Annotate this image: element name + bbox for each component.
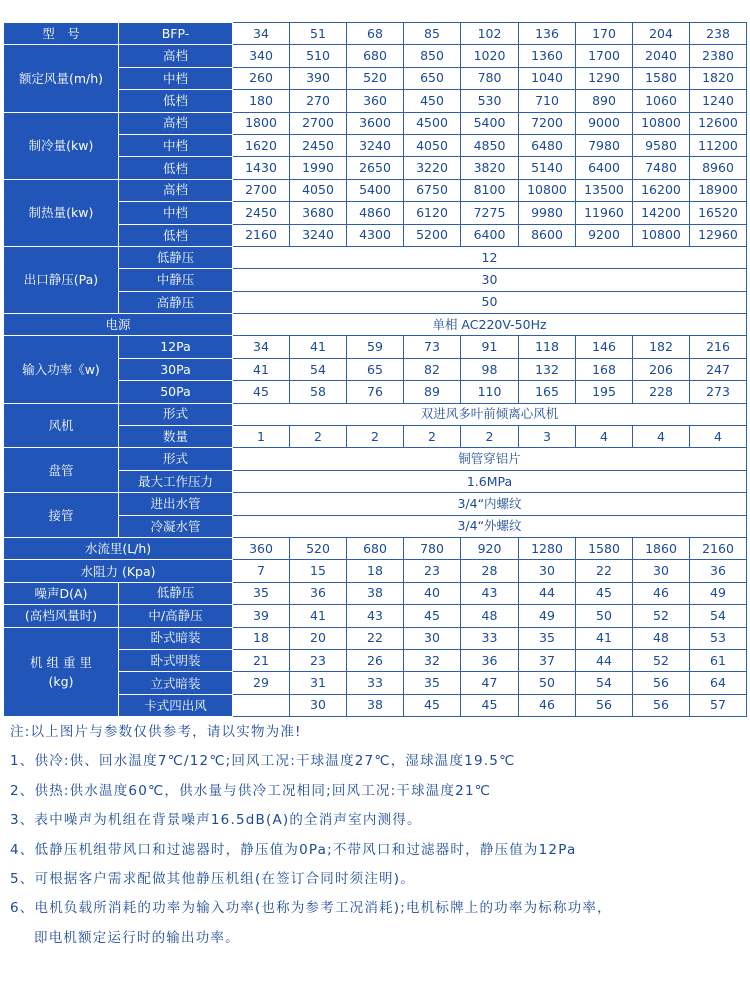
value-cell: 43 <box>461 582 519 604</box>
note-line: 3、表中噪声为机组在背景噪声16.5dB(A)的全消声室内测得。 <box>10 812 422 829</box>
note-line: 6、电机负载所消耗的功率为输入功率(也称为参考工况消耗);电机标牌上的功率为标称功率， <box>10 900 612 917</box>
value-cell: 34 <box>233 336 290 358</box>
header-cell: 制热量(kw) <box>4 179 119 246</box>
table-row <box>4 45 747 67</box>
header-cell: 50Pa <box>119 381 233 403</box>
table-row <box>4 448 747 470</box>
value-cell: 26 <box>347 649 404 671</box>
value-cell: 54 <box>576 672 633 694</box>
value-cell: 247 <box>690 358 747 380</box>
value-cell: 1060 <box>633 90 690 112</box>
header-cell: 冷凝水管 <box>119 515 233 537</box>
value-cell: 1580 <box>633 67 690 89</box>
value-cell: 520 <box>290 537 347 559</box>
value-cell: 1580 <box>576 537 633 559</box>
value-cell: 1620 <box>233 134 290 156</box>
value-cell: 15 <box>290 560 347 582</box>
value-cell: 680 <box>347 45 404 67</box>
value-cell: 6400 <box>576 157 633 179</box>
value-cell: 2700 <box>290 112 347 134</box>
value-cell: 8100 <box>461 179 519 201</box>
value-cell: 11960 <box>576 202 633 224</box>
value-cell: 2450 <box>290 134 347 156</box>
value-cell: 39 <box>233 605 290 627</box>
value-cell: 双进风多叶前倾离心风机 <box>233 403 747 425</box>
value-cell: 165 <box>519 381 576 403</box>
value-cell: 3600 <box>347 112 404 134</box>
value-cell: 8960 <box>690 157 747 179</box>
value-cell: 1280 <box>519 537 576 559</box>
header-cell: BFP- <box>119 23 233 45</box>
value-cell: 780 <box>404 537 461 559</box>
header-cell: 最大工作压力 <box>119 470 233 492</box>
value-cell: 3240 <box>290 224 347 246</box>
header-cell: 输入功率《w) <box>4 336 119 403</box>
value-cell: 18900 <box>690 179 747 201</box>
note-line: 5、可根据客户需求配做其他静压机组(在签订合同时须注明)。 <box>10 870 415 887</box>
value-cell: 1020 <box>461 45 519 67</box>
value-cell: 850 <box>404 45 461 67</box>
value-cell: 9980 <box>519 202 576 224</box>
value-cell: 48 <box>461 605 519 627</box>
value-cell: 195 <box>576 381 633 403</box>
value-cell: 50 <box>233 291 747 313</box>
spec-table <box>3 22 747 717</box>
value-cell: 53 <box>690 627 747 649</box>
value-cell: 3680 <box>290 202 347 224</box>
value-cell: 45 <box>404 605 461 627</box>
value-cell: 2380 <box>690 45 747 67</box>
table-row <box>4 112 747 134</box>
value-cell: 41 <box>290 336 347 358</box>
header-cell: 水阻力 (Kpa) <box>4 560 233 582</box>
value-cell: 650 <box>404 67 461 89</box>
header-cell: 中档 <box>119 134 233 156</box>
value-cell: 23 <box>290 649 347 671</box>
value-cell: 3220 <box>404 157 461 179</box>
value-cell: 920 <box>461 537 519 559</box>
value-cell: 9580 <box>633 134 690 156</box>
value-cell: 33 <box>347 672 404 694</box>
value-cell: 56 <box>633 694 690 716</box>
value-cell: 16520 <box>690 202 747 224</box>
value-cell: 2160 <box>690 537 747 559</box>
value-cell: 52 <box>633 649 690 671</box>
value-cell: 38 <box>347 694 404 716</box>
value-cell: 118 <box>519 336 576 358</box>
note-line: 注:以上图片与参数仅供参考，请以实物为准! <box>10 724 302 740</box>
value-cell: 34 <box>233 23 290 45</box>
header-cell: 电源 <box>4 314 233 336</box>
value-cell: 56 <box>633 672 690 694</box>
value-cell: 4050 <box>290 179 347 201</box>
value-cell: 7275 <box>461 202 519 224</box>
note-line: 1、供冷:供、回水温度7℃/12℃;回风工况:干球温度27℃，湿球温度19.5℃ <box>10 753 516 770</box>
value-cell: 6120 <box>404 202 461 224</box>
value-cell: 238 <box>690 23 747 45</box>
header-cell: 低档 <box>119 90 233 112</box>
table-row <box>4 246 747 268</box>
header-cell: 中档 <box>119 202 233 224</box>
header-cell: 水流里(L/h) <box>4 537 233 559</box>
value-cell: 29 <box>233 672 290 694</box>
value-cell: 89 <box>404 381 461 403</box>
value-cell: 5140 <box>519 157 576 179</box>
header-cell: 高档 <box>119 45 233 67</box>
value-cell: 61 <box>690 649 747 671</box>
table-row <box>4 627 747 649</box>
value-cell: 57 <box>690 694 747 716</box>
value-cell: 360 <box>233 537 290 559</box>
value-cell: 48 <box>633 627 690 649</box>
value-cell: 49 <box>519 605 576 627</box>
value-cell: 4850 <box>461 134 519 156</box>
value-cell: 35 <box>404 672 461 694</box>
value-cell: 1.6MPa <box>233 470 747 492</box>
table-row <box>4 314 747 336</box>
value-cell: 49 <box>690 582 747 604</box>
value-cell: 30 <box>519 560 576 582</box>
notes-section <box>10 718 745 953</box>
value-cell: 890 <box>576 90 633 112</box>
value-cell: 2 <box>347 426 404 448</box>
table-row <box>4 582 747 604</box>
value-cell: 51 <box>290 23 347 45</box>
header-cell: 30Pa <box>119 358 233 380</box>
value-cell: 52 <box>633 605 690 627</box>
value-cell: 37 <box>519 649 576 671</box>
value-cell: 1700 <box>576 45 633 67</box>
value-cell: 4 <box>633 426 690 448</box>
header-cell: 高档 <box>119 112 233 134</box>
value-cell: 12960 <box>690 224 747 246</box>
header-cell: 立式暗装 <box>119 672 233 694</box>
header-cell: 卡式四出风 <box>119 694 233 716</box>
value-cell: 28 <box>461 560 519 582</box>
header-cell: 中档 <box>119 67 233 89</box>
value-cell: 3240 <box>347 134 404 156</box>
value-cell: 22 <box>576 560 633 582</box>
table-row <box>4 493 747 515</box>
value-cell: 4860 <box>347 202 404 224</box>
header-cell: 接管 <box>4 493 119 538</box>
header-cell: 高静压 <box>119 291 233 313</box>
value-cell: 340 <box>233 45 290 67</box>
table-row <box>4 403 747 425</box>
value-cell: 390 <box>290 67 347 89</box>
value-cell: 10800 <box>633 224 690 246</box>
value-cell: 520 <box>347 67 404 89</box>
value-cell: 22 <box>347 627 404 649</box>
value-cell: 132 <box>519 358 576 380</box>
value-cell: 40 <box>404 582 461 604</box>
value-cell: 110 <box>461 381 519 403</box>
header-cell: 机 组 重 里 (kg) <box>4 627 119 717</box>
value-cell: 13500 <box>576 179 633 201</box>
value-cell: 12600 <box>690 112 747 134</box>
value-cell: 7480 <box>633 157 690 179</box>
value-cell: 43 <box>347 605 404 627</box>
value-cell: 45 <box>404 694 461 716</box>
value-cell: 30 <box>633 560 690 582</box>
table-row <box>4 179 747 201</box>
value-cell: 73 <box>404 336 461 358</box>
table-row <box>4 537 747 559</box>
value-cell: 204 <box>633 23 690 45</box>
value-cell: 36 <box>461 649 519 671</box>
value-cell: 68 <box>347 23 404 45</box>
value-cell: 30 <box>404 627 461 649</box>
value-cell: 4 <box>690 426 747 448</box>
value-cell: 35 <box>519 627 576 649</box>
value-cell: 3820 <box>461 157 519 179</box>
value-cell: 180 <box>233 90 290 112</box>
value-cell: 21 <box>233 649 290 671</box>
value-cell: 1860 <box>633 537 690 559</box>
value-cell: 2 <box>461 426 519 448</box>
value-cell: 30 <box>233 269 747 291</box>
value-cell: 5200 <box>404 224 461 246</box>
value-cell: 2160 <box>233 224 290 246</box>
value-cell: 98 <box>461 358 519 380</box>
header-cell: (高档风量时) <box>4 605 119 627</box>
value-cell: 2450 <box>233 202 290 224</box>
value-cell: 1800 <box>233 112 290 134</box>
header-cell: 中静压 <box>119 269 233 291</box>
header-cell: 中/高静压 <box>119 605 233 627</box>
table-row <box>4 336 747 358</box>
value-cell: 680 <box>347 537 404 559</box>
value-cell: 216 <box>690 336 747 358</box>
value-cell: 33 <box>461 627 519 649</box>
value-cell: 41 <box>576 627 633 649</box>
header-cell: 高档 <box>119 179 233 201</box>
value-cell: 510 <box>290 45 347 67</box>
value-cell: 5400 <box>347 179 404 201</box>
value-cell: 65 <box>347 358 404 380</box>
value-cell: 7 <box>233 560 290 582</box>
value-cell: 38 <box>347 582 404 604</box>
value-cell: 32 <box>404 649 461 671</box>
value-cell: 206 <box>633 358 690 380</box>
value-cell: 85 <box>404 23 461 45</box>
value-cell: 1 <box>233 426 290 448</box>
value-cell: 360 <box>347 90 404 112</box>
value-cell: 2650 <box>347 157 404 179</box>
value-cell: 9000 <box>576 112 633 134</box>
header-cell: 低静压 <box>119 246 233 268</box>
value-cell: 1430 <box>233 157 290 179</box>
value-cell: 36 <box>290 582 347 604</box>
note-line: 4、低静压机组带风口和过滤器时，静压值为0Pa;不带风口和过滤器时，静压值为12Pa <box>10 841 577 858</box>
value-cell: 170 <box>576 23 633 45</box>
header-cell: 低静压 <box>119 582 233 604</box>
header-cell: 风机 <box>4 403 119 448</box>
value-cell: 6480 <box>519 134 576 156</box>
value-cell: 47 <box>461 672 519 694</box>
header-cell: 额定风量(m/h) <box>4 45 119 112</box>
value-cell: 4500 <box>404 112 461 134</box>
value-cell: 31 <box>290 672 347 694</box>
value-cell: 7980 <box>576 134 633 156</box>
value-cell: 3/4“外螺纹 <box>233 515 747 537</box>
header-cell: 形式 <box>119 403 233 425</box>
value-cell: 46 <box>633 582 690 604</box>
value-cell: 46 <box>519 694 576 716</box>
value-cell: 1040 <box>519 67 576 89</box>
header-cell: 噪声D(A) <box>4 582 119 604</box>
value-cell: 10800 <box>633 112 690 134</box>
header-cell: 型 号 <box>4 23 119 45</box>
value-cell: 710 <box>519 90 576 112</box>
value-cell: 18 <box>233 627 290 649</box>
value-cell: 2040 <box>633 45 690 67</box>
value-cell: 270 <box>290 90 347 112</box>
value-cell: 54 <box>690 605 747 627</box>
header-cell: 卧式暗装 <box>119 627 233 649</box>
header-cell: 进出水管 <box>119 493 233 515</box>
value-cell: 1360 <box>519 45 576 67</box>
value-cell: 780 <box>461 67 519 89</box>
value-cell: 50 <box>519 672 576 694</box>
value-cell: 41 <box>233 358 290 380</box>
value-cell: 228 <box>633 381 690 403</box>
header-cell: 制冷量(kw) <box>4 112 119 179</box>
value-cell: 4050 <box>404 134 461 156</box>
value-cell: 铜管穿铝片 <box>233 448 747 470</box>
header-cell: 数量 <box>119 426 233 448</box>
value-cell: 14200 <box>633 202 690 224</box>
value-cell: 102 <box>461 23 519 45</box>
value-cell: 35 <box>233 582 290 604</box>
value-cell: 260 <box>233 67 290 89</box>
value-cell: 单相 AC220V-50Hz <box>233 314 747 336</box>
value-cell: 146 <box>576 336 633 358</box>
value-cell: 50 <box>576 605 633 627</box>
value-cell: 273 <box>690 381 747 403</box>
value-cell: 1820 <box>690 67 747 89</box>
header-cell: 12Pa <box>119 336 233 358</box>
table-row <box>4 605 747 627</box>
value-cell: 44 <box>576 649 633 671</box>
value-cell: 4300 <box>347 224 404 246</box>
value-cell: 8600 <box>519 224 576 246</box>
value-cell: 2 <box>290 426 347 448</box>
value-cell: 11200 <box>690 134 747 156</box>
value-cell: 45 <box>576 582 633 604</box>
value-cell: 136 <box>519 23 576 45</box>
value-cell: 54 <box>290 358 347 380</box>
value-cell: 45 <box>233 381 290 403</box>
value-cell: 41 <box>290 605 347 627</box>
value-cell: 64 <box>690 672 747 694</box>
note-line: 即电机额定运行时的输出功率。 <box>34 929 240 946</box>
value-cell: 30 <box>290 694 347 716</box>
value-cell: 6400 <box>461 224 519 246</box>
value-cell: 2700 <box>233 179 290 201</box>
value-cell: 1240 <box>690 90 747 112</box>
value-cell: 182 <box>633 336 690 358</box>
header-cell: 低档 <box>119 224 233 246</box>
value-cell: 9200 <box>576 224 633 246</box>
value-cell: 18 <box>347 560 404 582</box>
value-cell: 44 <box>519 582 576 604</box>
value-cell: 56 <box>576 694 633 716</box>
value-cell: 59 <box>347 336 404 358</box>
value-cell: 36 <box>690 560 747 582</box>
value-cell: 1990 <box>290 157 347 179</box>
value-cell: 530 <box>461 90 519 112</box>
value-cell: 1290 <box>576 67 633 89</box>
header-cell: 形式 <box>119 448 233 470</box>
value-cell: 450 <box>404 90 461 112</box>
table-row <box>4 560 747 582</box>
header-cell: 卧式明装 <box>119 649 233 671</box>
value-cell: 58 <box>290 381 347 403</box>
value-cell: 12 <box>233 246 747 268</box>
table-row <box>4 23 747 45</box>
value-cell: 4 <box>576 426 633 448</box>
value-cell: 10800 <box>519 179 576 201</box>
value-cell: 82 <box>404 358 461 380</box>
value-cell: 3/4“内螺纹 <box>233 493 747 515</box>
value-cell: 91 <box>461 336 519 358</box>
value-cell: 5400 <box>461 112 519 134</box>
note-line: 2、供热:供水温度60℃，供水量与供冷工况相同;回风工况:干球温度21℃ <box>10 782 492 799</box>
header-cell: 盘管 <box>4 448 119 493</box>
value-cell: 168 <box>576 358 633 380</box>
value-cell: 16200 <box>633 179 690 201</box>
header-cell: 出口静压(Pa) <box>4 246 119 313</box>
value-cell: 7200 <box>519 112 576 134</box>
value-cell: 76 <box>347 381 404 403</box>
value-cell: 23 <box>404 560 461 582</box>
value-cell: 6750 <box>404 179 461 201</box>
value-cell <box>233 694 290 716</box>
value-cell: 2 <box>404 426 461 448</box>
header-cell: 低档 <box>119 157 233 179</box>
value-cell: 3 <box>519 426 576 448</box>
value-cell: 45 <box>461 694 519 716</box>
value-cell: 20 <box>290 627 347 649</box>
